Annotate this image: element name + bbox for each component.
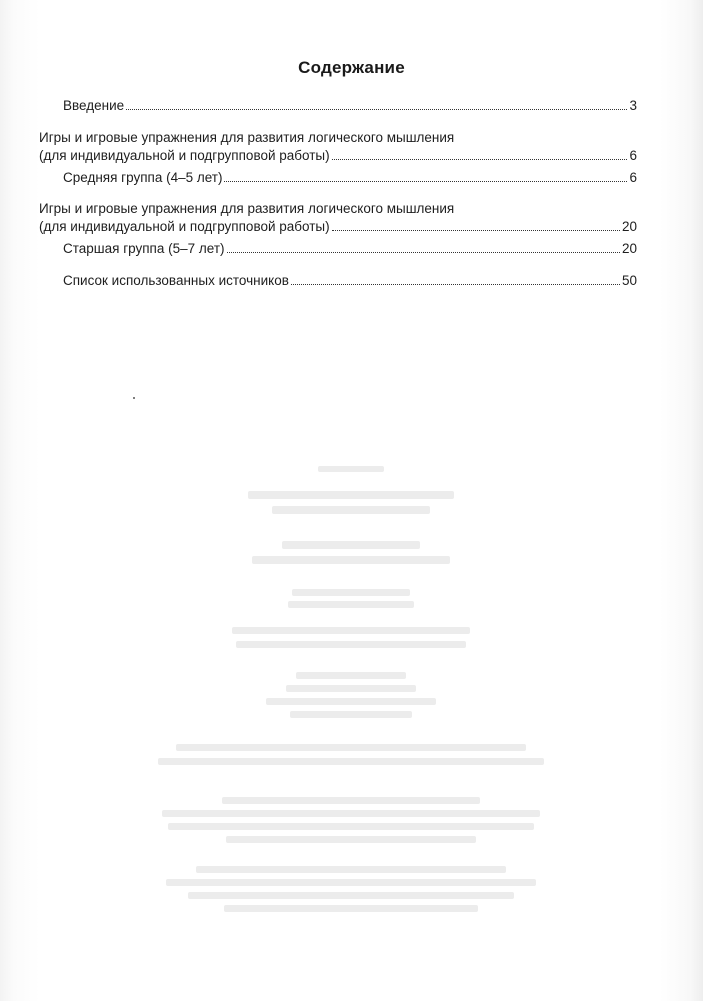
- toc-section-1-line1: Игры и игровые упражнения для развития логического мышления: [39, 130, 455, 145]
- toc-entry-page: 20: [621, 219, 637, 234]
- page-title: Содержание: [298, 58, 405, 77]
- toc-entry-label: (для индивидуальной и подгрупповой работы): [39, 219, 330, 234]
- toc-entry-label: (для индивидуальной и подгрупповой работы): [39, 148, 330, 163]
- toc-entry-page: 3: [629, 98, 637, 113]
- toc-entry-page: 6: [629, 148, 637, 163]
- toc-entry-label: Средняя группа (4–5 лет): [63, 170, 223, 185]
- toc-section-2-line1: Игры и игровые упражнения для развития логического мышления: [39, 201, 455, 216]
- toc-entry-label: Введение: [63, 98, 125, 113]
- toc-entry-page: 20: [621, 241, 637, 256]
- toc-entry-page: 6: [629, 170, 637, 185]
- toc-entry-page: 50: [621, 273, 637, 288]
- toc-entry-label: Список использованных источников: [63, 273, 289, 288]
- toc-entry-label: Старшая группа (5–7 лет): [63, 241, 225, 256]
